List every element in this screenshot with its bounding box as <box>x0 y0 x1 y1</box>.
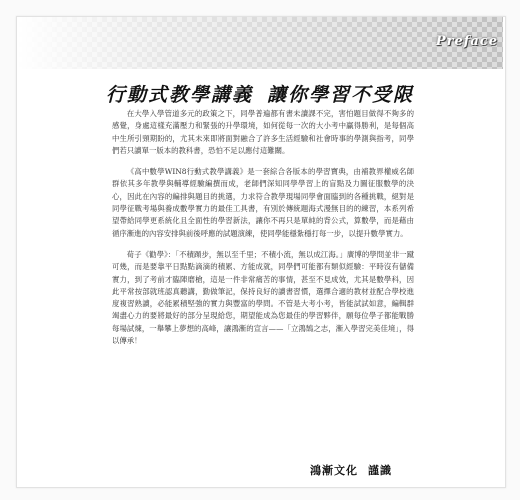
preface-tag: Preface <box>435 34 498 49</box>
signature-word: 謹識 <box>368 464 392 477</box>
paragraph-1: 在大學入學管道多元的政策之下，同學普遍都有書未讀課不完，害怕題目做得不夠多的感覺，身處這樣充滿壓力和緊張的升學環境，如何從每一次的大小考中贏得勝利，是每個高中生所引頸期盼的，尤其未來即將面對融合了許多生活經驗和社會時事的學測與指考，同學們若只讀單一版本的教科書，恐怕不足以應付這難關。 <box>112 109 414 155</box>
signature-publisher: 鴻漸文化 <box>310 464 358 477</box>
signature <box>310 462 392 478</box>
paragraph-2: 《高中數學WIN8行動式教學講義》是一套綜合各版本的學習寶典，由補教界權威名師群依其多年教學與輔導經驗編撰而成，老師們深知同學學習上的盲點及力圖征服數學的決心，因此在內容的編排與題目的挑選，力求符合教學現場同學會面臨到的各種挑戰，絕對是同學征戰考場與養成數學實力的最佳工具書，有別於傳統題海式漫無目的的練習，本系列希望帶給同學更系統化且全面性的學習新法，讓你不再只是單純的背公式，算數學，而是藉由循序漸進的內容安排與前後呼應的試題演練，使同學能穩紮穩打每一步，以提升數學實力。 <box>112 167 414 238</box>
title-part-2: 讓你學習不受限 <box>267 84 415 106</box>
checkered-header-band <box>17 17 503 69</box>
preface-body <box>112 108 414 356</box>
paragraph-3: 荀子《勸學》：「不積蹞步，無以至千里；不積小流，無以成江海。」廣博的學問並非一蹴可幾，而是要靠平日點點滴滴的積累、方能成就，同學們可能都有類似經驗：平時沒有儲備實力，到了考前才臨陣磨槍，這是一件非常痛苦的事情，甚至不見成效，尤其是數學科，因此平常按部就班認真聽講，勤做筆記，保持良好的讀書習慣，選擇合適的教材並配合學校進度複習熟讀，必能累積堅強的實力與豐富的學問。不管是大考小考，皆能試試如意，編輯群竭盡心力的要將最好的部分呈現給您，期望能成為您最佳的學習夥伴，願每位學子都能戰勝每場試煉，一舉攀上夢想的高峰，讓鴻漸的宣言——「立鴻鵠之志，漸入學習完美佳境」，得以傳承！ <box>112 249 414 346</box>
page-title <box>0 80 520 107</box>
title-part-1: 行動式教學講義 <box>105 84 253 106</box>
